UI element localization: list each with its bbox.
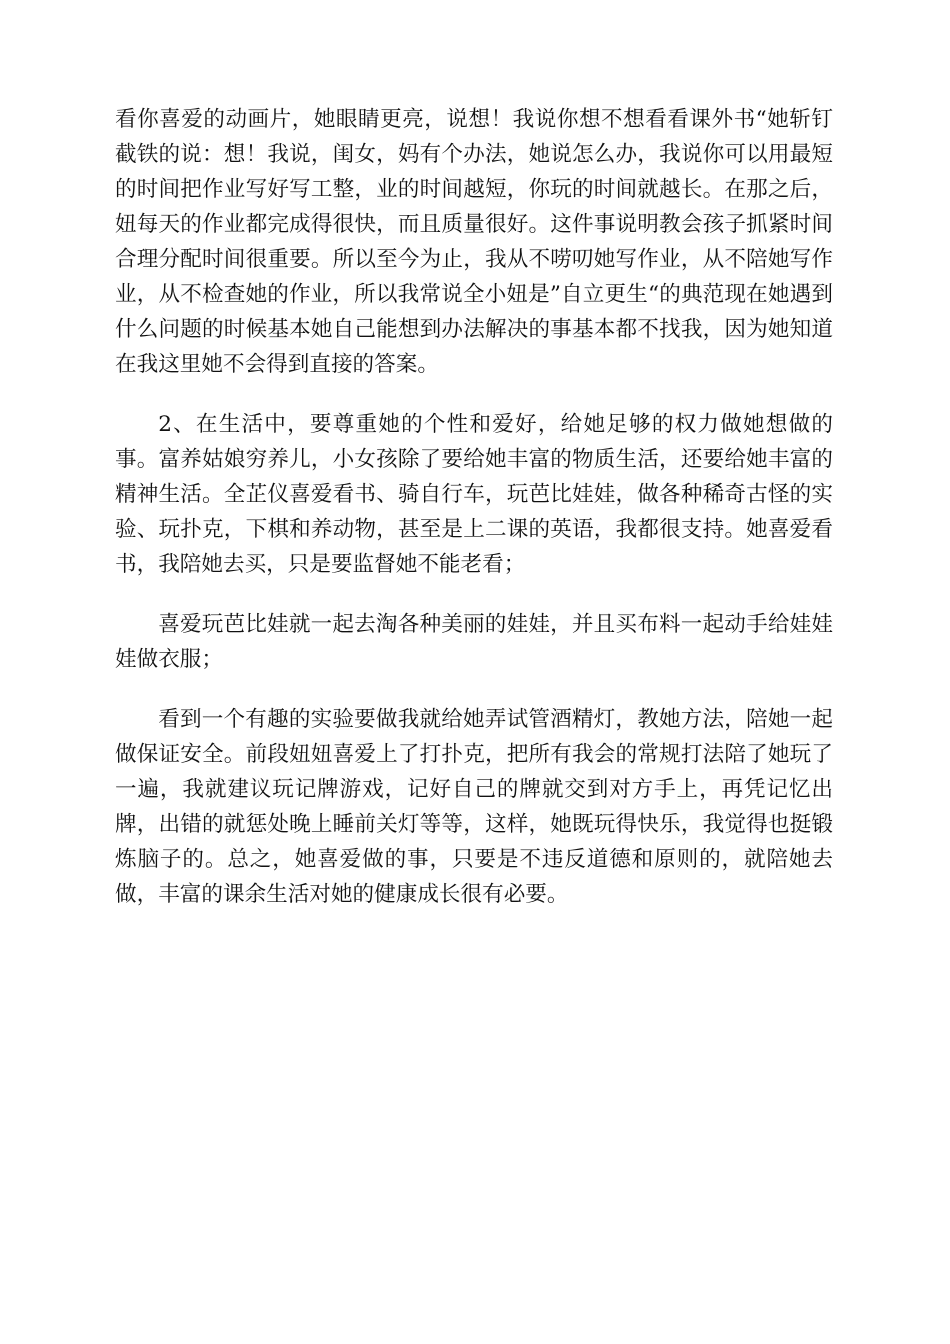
document-page <box>115 102 833 912</box>
paragraph-gap <box>115 677 833 702</box>
paragraph-3: 喜爱玩芭比娃就一起去淘各种美丽的娃娃，并且买布料一起动手给娃娃娃做衣服； <box>115 612 833 672</box>
paragraph-4: 看到一个有趣的实验要做我就给她弄试管酒精灯，教她方法，陪她一起做保证安全。前段妞妞喜爱上了打扑克，把所有我会的常规打法陪了她玩了一遍，我就建议玩记牌游戏，记好自己的牌就交到对方手上，再凭记忆出牌，出错的就惩处晚上睡前关灯等等，这样，她既玩得快乐，我觉得也挺锻炼脑子的。总之，她喜爱做的事，只要是不违反道德和原则的，就陪她去做，丰富的课余生活对她的健康成长很有必要。 <box>115 707 833 907</box>
paragraph-gap <box>115 582 833 607</box>
paragraph-1: 看你喜爱的动画片，她眼睛更亮，说想！我说你想不想看看课外书“她斩钉截铁的说：想！我说，闺女，妈有个办法，她说怎么办，我说你可以用最短的时间把作业写好写工整，业的时间越短，你玩的时间就越长。在那之后，妞每天的作业都完成得很快，而且质量很好。这件事说明教会孩子抓紧时间合理分配时间很重要。所以至今为止，我从不唠叨她写作业，从不陪她写作业，从不检查她的作业，所以我常说全小妞是”自立更生“的典范现在她遇到什么问题的时候基本她自己能想到办法解决的事基本都不找我，因为她知道在我这里她不会得到直接的答案。 <box>115 107 833 377</box>
paragraph-2: 2、在生活中，要尊重她的个性和爱好，给她足够的权力做她想做的事。富养姑娘穷养儿，小女孩除了要给她丰富的物质生活，还要给她丰富的精神生活。全芷仪喜爱看书、骑自行车，玩芭比娃娃，做各种稀奇古怪的实验、玩扑克，下棋和养动物，甚至是上二课的英语，我都很支持。她喜爱看书，我陪她去买，只是要监督她不能老看； <box>115 412 833 577</box>
paragraph-gap <box>115 382 833 407</box>
